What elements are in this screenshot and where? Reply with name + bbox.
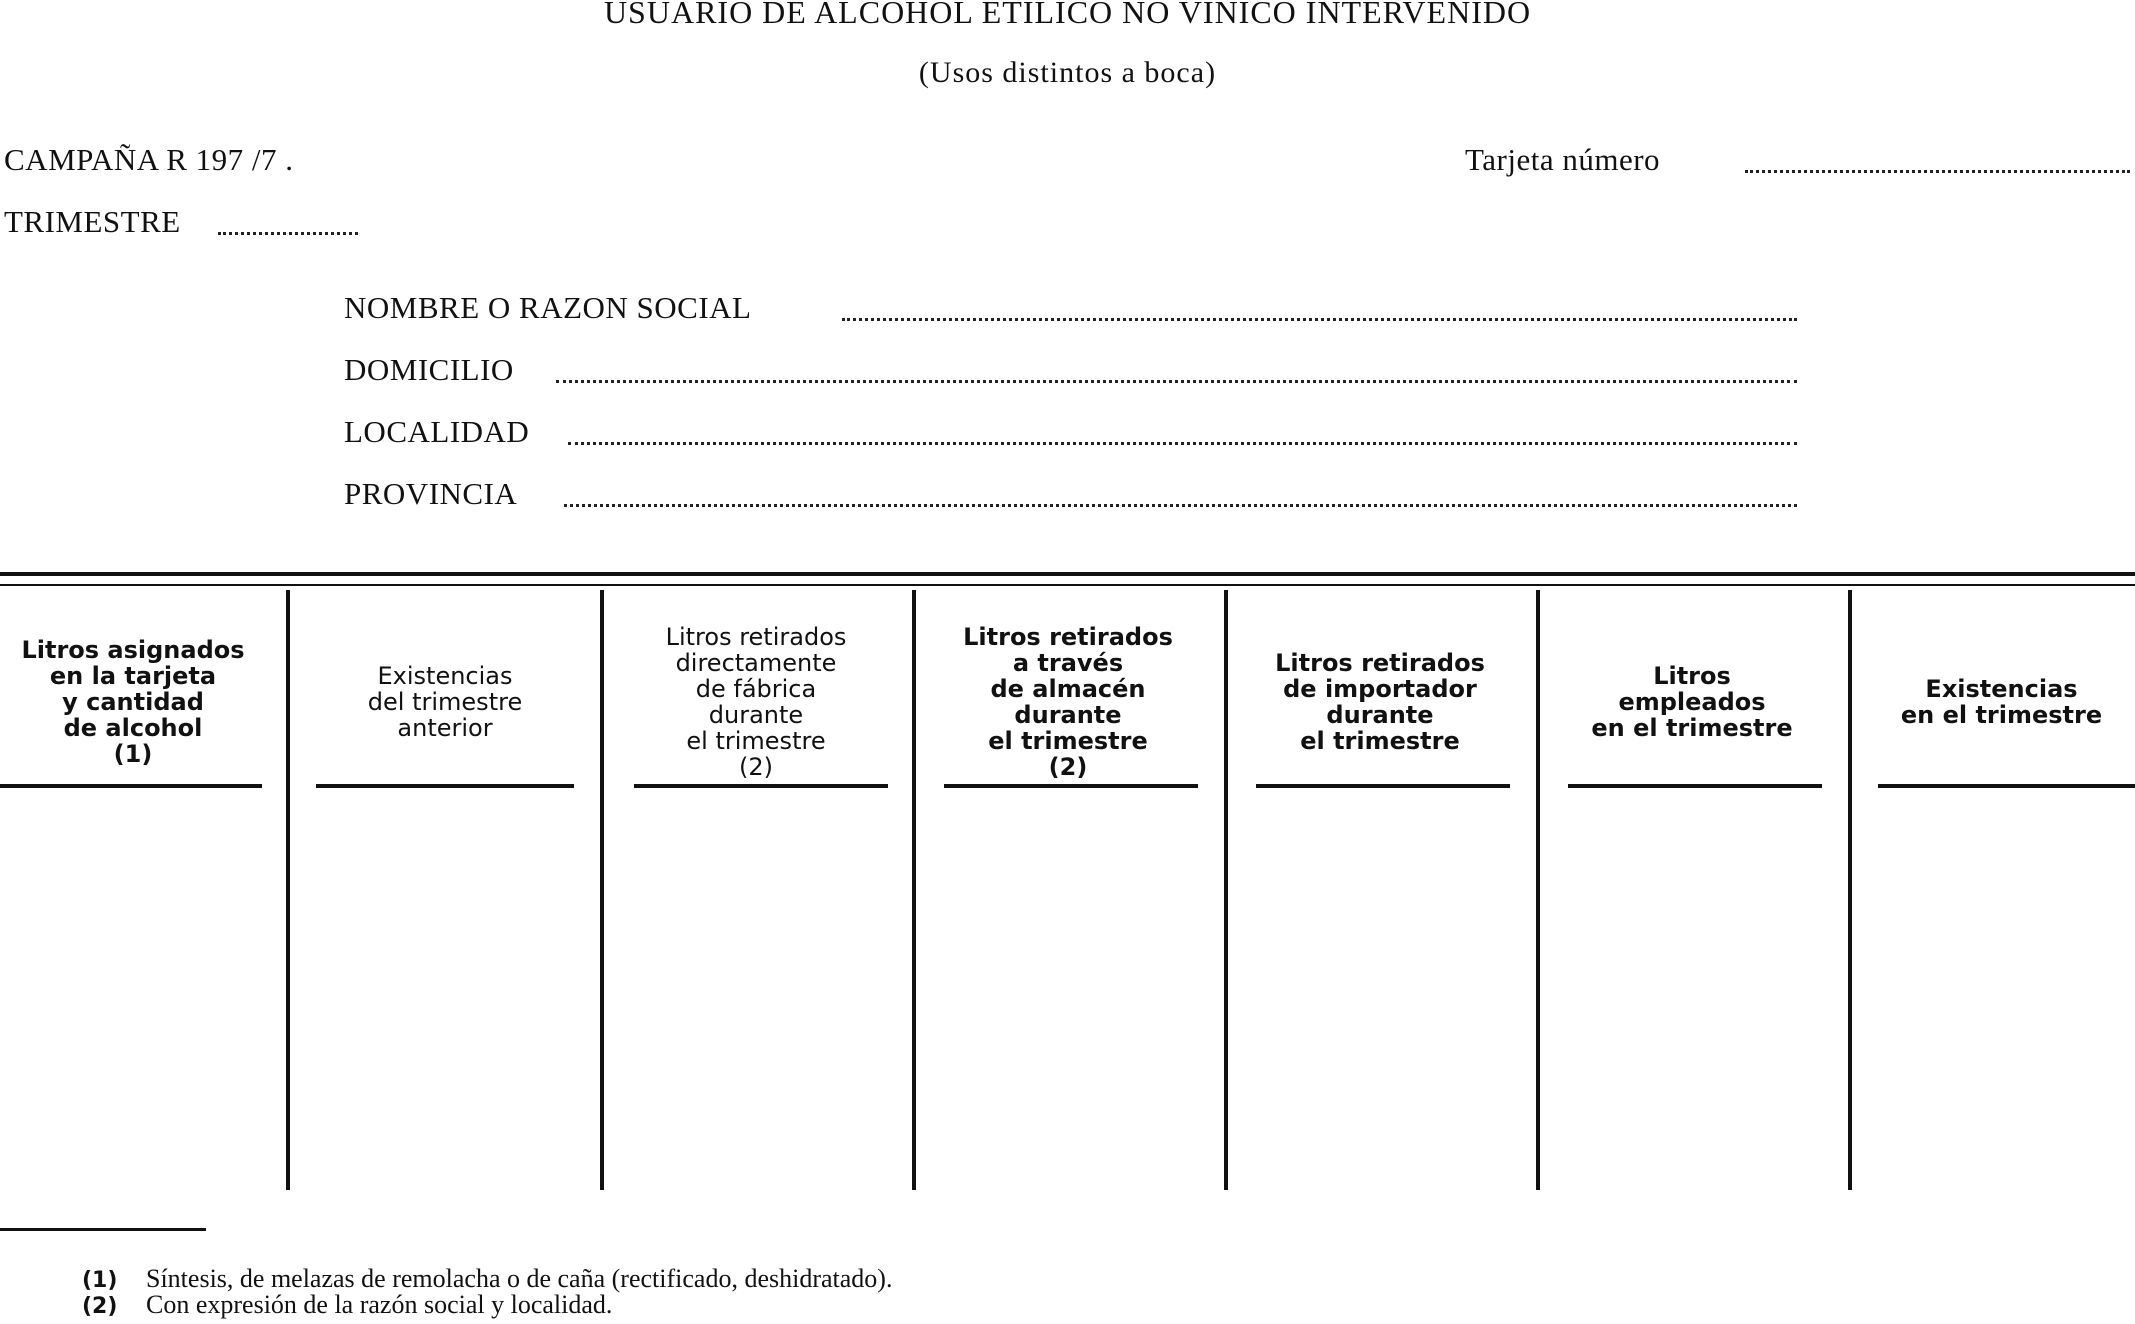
trimester-label: TRIMESTRE — [4, 204, 181, 239]
locality-field[interactable] — [568, 442, 1797, 445]
column-underline — [316, 784, 574, 788]
header-line: anterior — [397, 714, 493, 742]
address-label: DOMICILIO — [344, 352, 514, 387]
form-subtitle: (Usos distintos a boca) — [918, 56, 1217, 89]
header-line: durante — [1326, 701, 1434, 729]
address-field[interactable] — [556, 380, 1797, 383]
header-line: de alcohol — [63, 714, 203, 742]
column-divider — [1848, 590, 1852, 1190]
header-line: Litros retirados — [665, 623, 847, 651]
column-header-assigned — [0, 612, 266, 792]
header-line: (2) — [738, 753, 773, 781]
footnote-text: Con expresión de la razón social y localidad. — [146, 1290, 613, 1319]
header-line: (1) — [113, 740, 153, 768]
column-divider — [286, 590, 290, 1190]
header-line: de fábrica — [695, 675, 817, 703]
locality-label: LOCALIDAD — [344, 414, 530, 449]
province-label: PROVINCIA — [344, 476, 518, 511]
header-line: Litros retirados — [963, 623, 1173, 651]
header-line: el trimestre — [988, 727, 1148, 755]
header-line: y cantidad — [62, 688, 204, 716]
footnote-number: (1) — [82, 1268, 118, 1293]
footnote-rule — [0, 1228, 206, 1231]
table-top-rule — [0, 572, 2135, 576]
header-line: Existencias — [1925, 675, 2078, 703]
header-line: durante — [1014, 701, 1122, 729]
header-line: de almacén — [990, 675, 1146, 703]
campaign-label: CAMPAÑA R 197 /7 . — [4, 142, 294, 177]
header-line: el trimestre — [686, 727, 826, 755]
column-divider — [912, 590, 916, 1190]
header-line: en el trimestre — [1591, 714, 1793, 742]
header-line: Litros — [1653, 662, 1731, 690]
header-line: en la tarjeta — [49, 662, 217, 690]
header-line: durante — [708, 701, 804, 729]
column-header-warehouse — [932, 612, 1204, 792]
card-number-field[interactable] — [1745, 170, 2130, 173]
header-line: directamente — [675, 649, 837, 677]
header-line: (2) — [1048, 753, 1088, 781]
header-line: a través — [1012, 649, 1124, 677]
footnote-number: (2) — [82, 1294, 118, 1319]
column-header-factory — [620, 612, 892, 792]
column-header-stock — [1868, 612, 2135, 792]
column-divider — [1536, 590, 1540, 1190]
column-header-previous-stock — [310, 612, 580, 792]
column-underline — [0, 784, 262, 788]
header-line: del trimestre — [367, 688, 523, 716]
header-line: empleados — [1618, 688, 1766, 716]
header-line: Litros asignados — [21, 636, 245, 664]
form-title: USUARIO DE ALCOHOL ETILICO NO VINICO INTERVENIDO — [603, 0, 1532, 30]
column-underline — [1256, 784, 1510, 788]
card-number-label: Tarjeta número — [1465, 142, 1661, 177]
footnote-text: Síntesis, de melazas de remolacha o de caña (rectificado, deshidratado). — [146, 1264, 893, 1293]
name-label: NOMBRE O RAZON SOCIAL — [344, 290, 752, 325]
column-underline — [634, 784, 888, 788]
column-divider — [600, 590, 604, 1190]
column-header-importer — [1244, 612, 1516, 792]
trimester-field[interactable] — [218, 232, 358, 235]
province-field[interactable] — [564, 504, 1797, 507]
header-line: Litros retirados — [1275, 649, 1485, 677]
name-field[interactable] — [842, 318, 1797, 321]
column-underline — [1568, 784, 1822, 788]
header-line: el trimestre — [1300, 727, 1460, 755]
header-line: de importador — [1283, 675, 1477, 703]
footnote-2 — [82, 1290, 612, 1320]
header-line: en el trimestre — [1900, 701, 2103, 729]
header-line: Existencias — [377, 662, 513, 690]
column-underline — [1878, 784, 2135, 788]
column-divider — [1224, 590, 1228, 1190]
column-underline — [944, 784, 1198, 788]
column-header-used — [1556, 612, 1828, 792]
table-top-rule-thin — [0, 584, 2135, 586]
